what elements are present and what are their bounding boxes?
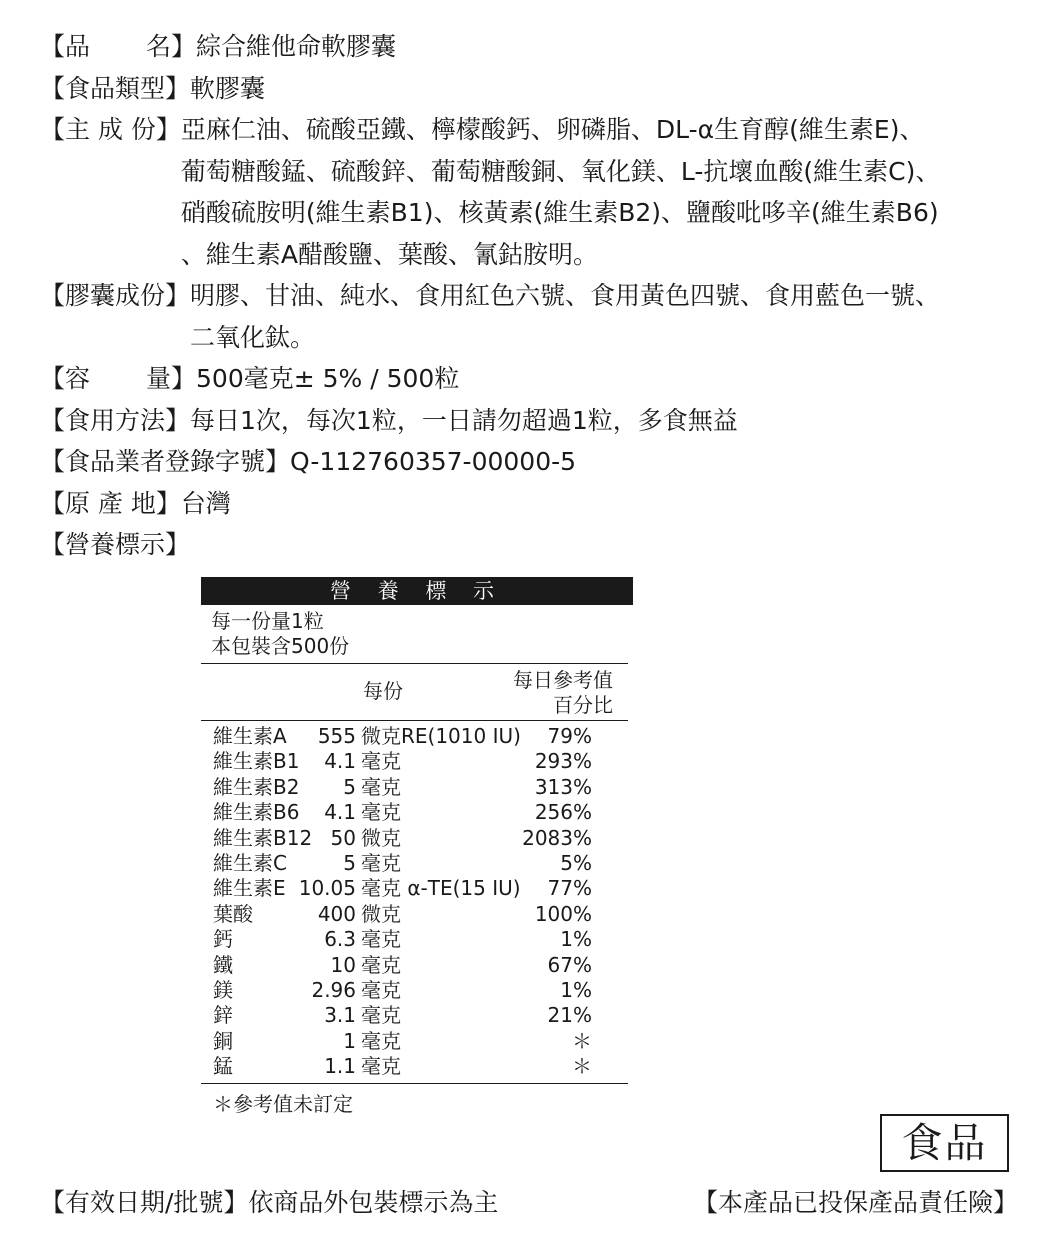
info-row-usage [40,400,1030,442]
nutrient-unit: 毫克 [361,1003,401,1028]
nutrition-title: 營 養 標 示 [201,577,633,605]
nutrient-amount: 10 [330,952,356,977]
nutrient-name: 維生素C [213,850,287,875]
column-daily-value [513,668,613,718]
daily-value-line1: 每日參考值 [513,668,613,692]
info-row-volume [40,358,1030,400]
nutrient-name: 鋅 [213,1003,233,1028]
nutrient-row [201,749,628,774]
nutrient-unit: 毫克 [361,977,401,1002]
nutrient-unit: 微克 [361,901,401,926]
nutrient-row [201,902,628,927]
type-label: 【食品類型】 [40,73,191,103]
volume-value: 500毫克± 5% / 500粒 [196,364,460,393]
nutrition-footnote: ＊參考值未訂定 [213,1092,353,1117]
nutrient-name: 維生素B12 [213,825,313,850]
nutrient-row [201,978,628,1003]
registration-value: Q-112760357-00000-5 [290,447,577,476]
nutrient-amount: 5 [343,850,356,875]
daily-value-line2: 百分比 [553,693,613,717]
usage-label: 【食用方法】 [40,405,191,435]
nutrient-unit: 毫克 α-TE(15 IU) [361,876,521,901]
expiry-note: 【有效日期/批號】依商品外包裝標示為主 [40,1188,499,1217]
nutrient-amount: 4.1 [324,749,356,774]
nutrient-daily-pct: 77% [547,876,592,901]
nutrient-name: 維生素A [213,724,287,748]
nutrition-header [201,664,628,721]
column-per-serving: 每份 [363,679,403,703]
nutrient-unit: 毫克 [361,1028,401,1053]
nutrient-unit: 微克RE(1010 IU) [361,724,521,748]
ingredients-label: 【主 成 份】 [40,115,181,144]
nutrient-row [201,826,628,851]
name-label: 【品 名】 [40,32,197,61]
ingredients-line: 硝酸硫胺明(維生素B1)、核黃素(維生素B2)、鹽酸吡哆辛(維生素B6) [180,198,939,227]
nutrient-row [201,1029,628,1054]
product-info [40,26,1030,566]
nutrient-unit: 毫克 [361,952,401,977]
volume-label: 【容 量】 [40,364,197,393]
nutrient-name: 維生素B1 [213,749,300,774]
nutrient-daily-pct: 256% [534,800,592,825]
nutrient-unit: 微克 [361,825,401,850]
ingredients-line: 亞麻仁油、硫酸亞鐵、檸檬酸鈣、卵磷脂、DL-α生育醇(維生素E)、 [180,115,925,144]
insurance-note: 【本產品已投保產品責任險】 [692,1188,1018,1217]
serving-info [201,605,628,664]
nutrient-amount: 1.1 [324,1054,356,1079]
info-row-origin [40,483,1030,525]
nutrient-daily-pct: 100% [534,901,592,926]
origin-value: 台灣 [180,488,231,518]
ingredients-value [181,109,1030,275]
capsule-line: 明膠、甘油、純水、食用紅色六號、食用黃色四號、食用藍色一號、 [190,281,941,310]
nutrient-name: 鎂 [213,977,233,1002]
nutrient-row [201,851,628,876]
nutrient-unit: 毫克 [361,927,401,952]
nutrient-amount: 10.05 [298,876,356,901]
capsule-value [190,275,1030,358]
nutrient-daily-pct: 293% [534,749,592,774]
nutrient-amount: 6.3 [324,927,356,952]
nutrient-name: 錳 [213,1054,233,1079]
nutrition-label: 【營養標示】 [40,530,191,559]
nutrient-name: 維生素B6 [213,800,300,825]
nutrient-amount: 400 [317,901,356,926]
nutrient-amount: 50 [330,825,356,850]
nutrient-row [201,724,628,749]
nutrient-amount: 5 [343,774,356,799]
name-value: 綜合維他命軟膠囊 [196,32,397,61]
nutrient-amount: 1 [343,1028,356,1053]
nutrient-row [201,953,628,978]
capsule-line: 二氧化鈦。 [190,322,316,352]
nutrient-name: 鈣 [213,927,233,952]
nutrient-unit: 毫克 [361,850,401,875]
capsule-label: 【膠囊成份】 [40,281,191,310]
nutrient-amount: 555 [317,724,356,748]
nutrient-row [201,1054,628,1079]
nutrient-name: 鐵 [213,952,233,977]
nutrient-row [201,800,628,825]
nutrient-daily-pct: 67% [547,952,592,977]
nutrient-name: 維生素E [213,876,286,901]
nutrient-unit: 毫克 [361,749,401,774]
info-row-type [40,68,1030,110]
nutrient-daily-pct: 1% [560,977,592,1002]
nutrient-amount: 2.96 [311,977,356,1002]
nutrient-daily-pct: 313% [534,774,592,799]
nutrition-facts-table [201,577,633,1117]
nutrient-unit: 毫克 [361,800,401,825]
registration-label: 【食品業者登錄字號】 [40,447,291,476]
nutrient-daily-pct: ＊ [572,1028,592,1053]
nutrient-daily-pct: 1% [560,927,592,952]
origin-label: 【原 產 地】 [40,488,181,518]
nutrient-name: 葉酸 [213,901,253,926]
nutrient-name: 銅 [213,1028,233,1053]
serving-size: 每一份量1粒 [211,609,324,633]
info-row-ingredients [40,109,1030,275]
info-row-name [40,26,1030,68]
nutrient-daily-pct: 5% [560,850,592,875]
info-row-nutrition [40,524,1030,566]
info-row-capsule [40,275,1030,358]
nutrient-daily-pct: 21% [547,1003,592,1028]
nutrient-amount: 4.1 [324,800,356,825]
food-badge: 食品 [880,1114,1009,1172]
nutrient-daily-pct: 79% [547,724,592,748]
nutrient-daily-pct: ＊ [572,1054,592,1079]
servings-per-pack: 本包裝含500份 [211,634,350,658]
nutrient-name: 維生素B2 [213,774,300,799]
nutrition-rows [201,721,628,1084]
nutrient-row [201,927,628,952]
nutrient-daily-pct: 2083% [522,825,592,850]
ingredients-line: 、維生素A醋酸鹽、葉酸、氰鈷胺明。 [180,239,599,269]
type-value: 軟膠囊 [190,73,266,103]
nutrient-row [201,876,628,901]
nutrient-unit: 毫克 [361,1054,401,1079]
usage-value: 每日1次，每次1粒，一日請勿超過1粒，多食無益 [190,405,738,435]
ingredients-line: 葡萄糖酸錳、硫酸鋅、葡萄糖酸銅、氧化鎂、L-抗壞血酸(維生素C)、 [180,156,941,186]
nutrient-row [201,775,628,800]
info-row-registration [40,441,1030,483]
nutrient-amount: 3.1 [324,1003,356,1028]
nutrient-unit: 毫克 [361,774,401,799]
nutrient-row [201,1003,628,1028]
